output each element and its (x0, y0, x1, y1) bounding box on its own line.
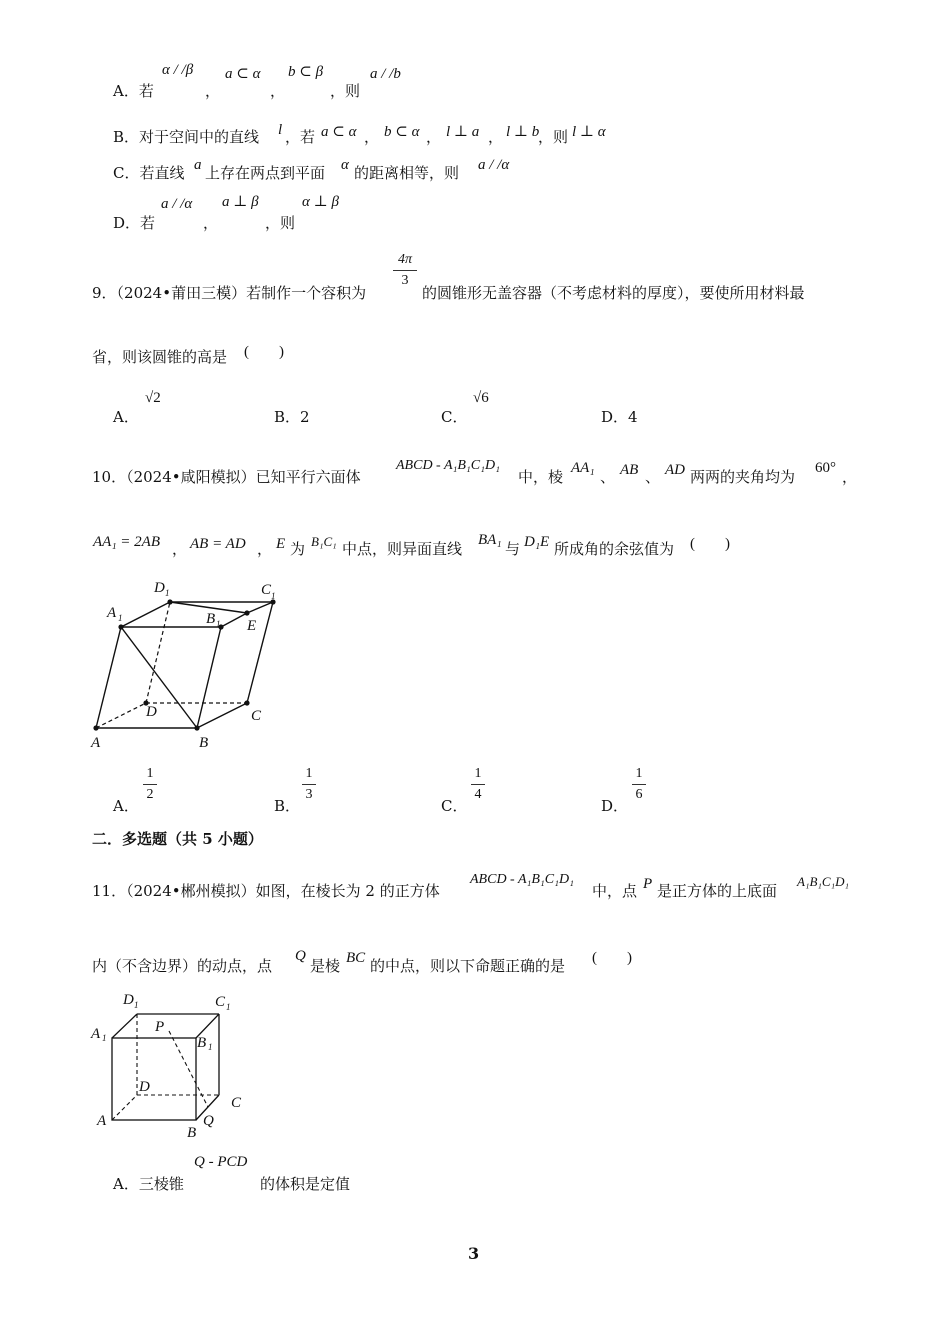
fig10-label-d1: D (154, 580, 165, 596)
q10-r2d: ， (257, 540, 273, 558)
q8-a-sep1: ， (205, 82, 221, 100)
q8-b-c2: b ⊂ α (384, 124, 420, 140)
q11-q: Q (295, 948, 306, 964)
q9-stem2: 的圆锥形无盖容器（不考虑材料的厚度），要使所用材料最 (422, 284, 805, 302)
q10-r2e: E (276, 536, 286, 552)
q9-frac-den: 3 (401, 273, 409, 288)
fig10-sub-a1: 1 (118, 613, 123, 623)
q10-option-b-fraction (302, 766, 316, 803)
q10-t5: ， (842, 468, 858, 486)
q10-t2: 、 (600, 468, 616, 486)
q10-a-den: 2 (146, 787, 154, 802)
fig10-label-c1: C (261, 582, 272, 598)
q10-d-den: 6 (635, 787, 643, 802)
fig11-sub-c1: 1 (226, 1002, 231, 1012)
q9-option-b: B．2 (274, 408, 310, 426)
q8-d-c3: α ⊥ β (302, 194, 339, 210)
q8-b-t4: ， (488, 128, 504, 146)
q8-d-c1: a / /α (161, 196, 193, 212)
fig10-label-b1: B (206, 611, 216, 627)
q8-d-c2: a ⊥ β (222, 194, 259, 210)
q10-r2c: AB = AD (190, 536, 246, 552)
section-heading-multiple-choice: 二．多选题（共 5 小题） (92, 830, 263, 848)
q8-b-t5: ，则 (538, 128, 569, 146)
q11-solid: ABCD - A₁B₁C₁D₁ (470, 872, 574, 887)
q10-angle: 60° (815, 460, 836, 476)
q11-option-a-tail: 的体积是定值 (260, 1175, 351, 1193)
q11-r2c: 的中点，则以下命题正确的是 (370, 957, 566, 975)
q10-option-b: B． (274, 797, 301, 815)
q10-t3: 、 (645, 468, 661, 486)
q10-r2g: B₁C₁ (311, 534, 337, 549)
q8-a-sep2: ， (270, 82, 286, 100)
q10-t4: 两两的夹角均为 (690, 468, 796, 486)
q10-a-num: 1 (146, 766, 154, 781)
q11-cube-figure (85, 985, 260, 1140)
q8-a-c3: b ⊂ β (288, 64, 324, 80)
q10-option-c: C． (441, 797, 468, 815)
q10-option-a: A． (113, 797, 139, 815)
q11-p: P (643, 876, 653, 892)
fig11-sub-b1: 1 (208, 1042, 213, 1052)
fig11-label-q: Q (203, 1113, 214, 1129)
q10-option-d-fraction (632, 766, 646, 803)
page-number: 3 (468, 1244, 480, 1263)
fig10-label-c: C (251, 708, 262, 724)
q8-a-c2: a ⊂ α (225, 66, 261, 82)
q10-r2b: ， (172, 540, 188, 558)
fig11-label-p: P (155, 1019, 165, 1035)
q8-d-label: D．若 (113, 214, 156, 232)
q9-volume-fraction (393, 252, 417, 289)
fig10-label-a1: A (107, 605, 117, 621)
q10-b-num: 1 (305, 766, 313, 781)
q8-d-sep2: ，则 (265, 214, 296, 232)
fig11-label-d: D (139, 1079, 150, 1095)
q10-solid: ABCD - A₁B₁C₁D₁ (396, 458, 500, 473)
fig11-label-a: A (97, 1113, 107, 1129)
q11-paren: ( ) (592, 950, 632, 966)
q8-a-c1: α / /β (162, 62, 194, 78)
fig11-sub-a1: 1 (102, 1033, 107, 1043)
q11-t2: 是正方体的上底面 (657, 882, 778, 900)
q9-stem3: 省，则该圆锥的高是 (92, 348, 228, 366)
q10-r2k: D₁E (524, 534, 550, 550)
q11-bc: BC (346, 950, 366, 966)
q10-parallelepiped-figure (85, 572, 285, 757)
q9-option-d: D．4 (601, 408, 638, 426)
fig11-label-b: B (187, 1125, 197, 1140)
q8-a-c4: a / /b (370, 66, 401, 82)
q8-c-t2: 的距离相等，则 (354, 164, 460, 182)
q10-t1: 中，棱 (518, 468, 564, 486)
fig11-label-a1: A (91, 1026, 101, 1042)
fig11-sub-d1: 1 (134, 1000, 139, 1010)
q10-r2l: 所成角的余弦值为 (554, 540, 675, 558)
fig10-label-a: A (91, 735, 101, 751)
q8-c-label: C．若直线 (113, 164, 185, 182)
q9-stem1: 9．（2024•莆田三模）若制作一个容积为 (92, 284, 367, 302)
q8-d-sep1: ， (203, 214, 219, 232)
q8-c-c1: a / /α (478, 157, 510, 173)
fig11-label-c1: C (215, 994, 226, 1010)
q8-b-c3: l ⊥ a (446, 124, 480, 140)
q8-b-t3: ， (426, 128, 442, 146)
q10-r2f: 为 (290, 540, 306, 558)
q10-r2i: BA₁ (478, 532, 502, 548)
q11-option-a: A．三棱锥 (113, 1175, 184, 1193)
q9-option-a: A． (113, 408, 139, 426)
q8-b-label: B．对于空间中的直线 (113, 128, 260, 146)
q10-e1: AA₁ (571, 460, 595, 476)
fig10-label-b: B (199, 735, 209, 751)
q8-b-t1: ，若 (285, 128, 316, 146)
q11-option-a-expr: Q - PCD (194, 1154, 248, 1170)
q10-e3: AD (665, 462, 685, 478)
q8-b-t2: ， (364, 128, 380, 146)
q10-option-d: D． (601, 797, 629, 815)
q10-c-den: 4 (474, 787, 482, 802)
q8-b-c1: a ⊂ α (321, 124, 357, 140)
q9-option-c-value: √6 (473, 390, 489, 406)
fig10-label-d: D (146, 704, 157, 720)
fig10-sub-c1: 1 (271, 591, 276, 601)
fig11-label-b1: B (197, 1035, 207, 1051)
q10-r2j: 与 (505, 540, 521, 558)
fig10-sub-b1: 1 (216, 619, 221, 629)
q11-r2b: 是棱 (310, 957, 341, 975)
fig11-label-c: C (231, 1095, 242, 1111)
q11-stem1: 11．（2024•郴州模拟）如图，在棱长为 2 的正方体 (92, 882, 440, 900)
q8-b-l: l (278, 122, 283, 138)
q9-option-c: C． (441, 408, 468, 426)
q9-paren: ( ) (244, 344, 284, 360)
q10-r2h: 中点，则异面直线 (342, 540, 463, 558)
q8-b-c5: l ⊥ α (572, 124, 606, 140)
q10-stem1: 10．（2024•咸阳模拟）已知平行六面体 (92, 468, 361, 486)
fig11-label-d1: D (123, 992, 134, 1008)
q10-option-a-fraction (143, 766, 157, 803)
q11-face: A₁B₁C₁D₁ (797, 874, 850, 889)
q8-b-c4: l ⊥ b (506, 124, 540, 140)
q10-e2: AB (620, 462, 639, 478)
q10-c-num: 1 (474, 766, 482, 781)
q10-option-c-fraction (471, 766, 485, 803)
q9-option-a-value: √2 (145, 390, 161, 406)
q8-a-label: A．若 (113, 82, 154, 100)
q8-a-sep3: ，则 (330, 82, 361, 100)
q10-d-num: 1 (635, 766, 643, 781)
q10-paren: ( ) (690, 536, 730, 552)
q9-frac-num: 4π (397, 252, 412, 267)
q10-r2a: AA₁ = 2AB (93, 534, 160, 550)
q8-c-alpha: α (341, 157, 349, 173)
fig10-label-e: E (247, 618, 257, 634)
q11-t1: 中，点 (592, 882, 638, 900)
q8-c-a: a (194, 157, 202, 173)
fig10-sub-d1: 1 (165, 588, 170, 598)
q11-r2a: 内（不含边界）的动点，点 (92, 957, 273, 975)
q10-b-den: 3 (305, 787, 313, 802)
q8-c-t1: 上存在两点到平面 (205, 164, 326, 182)
